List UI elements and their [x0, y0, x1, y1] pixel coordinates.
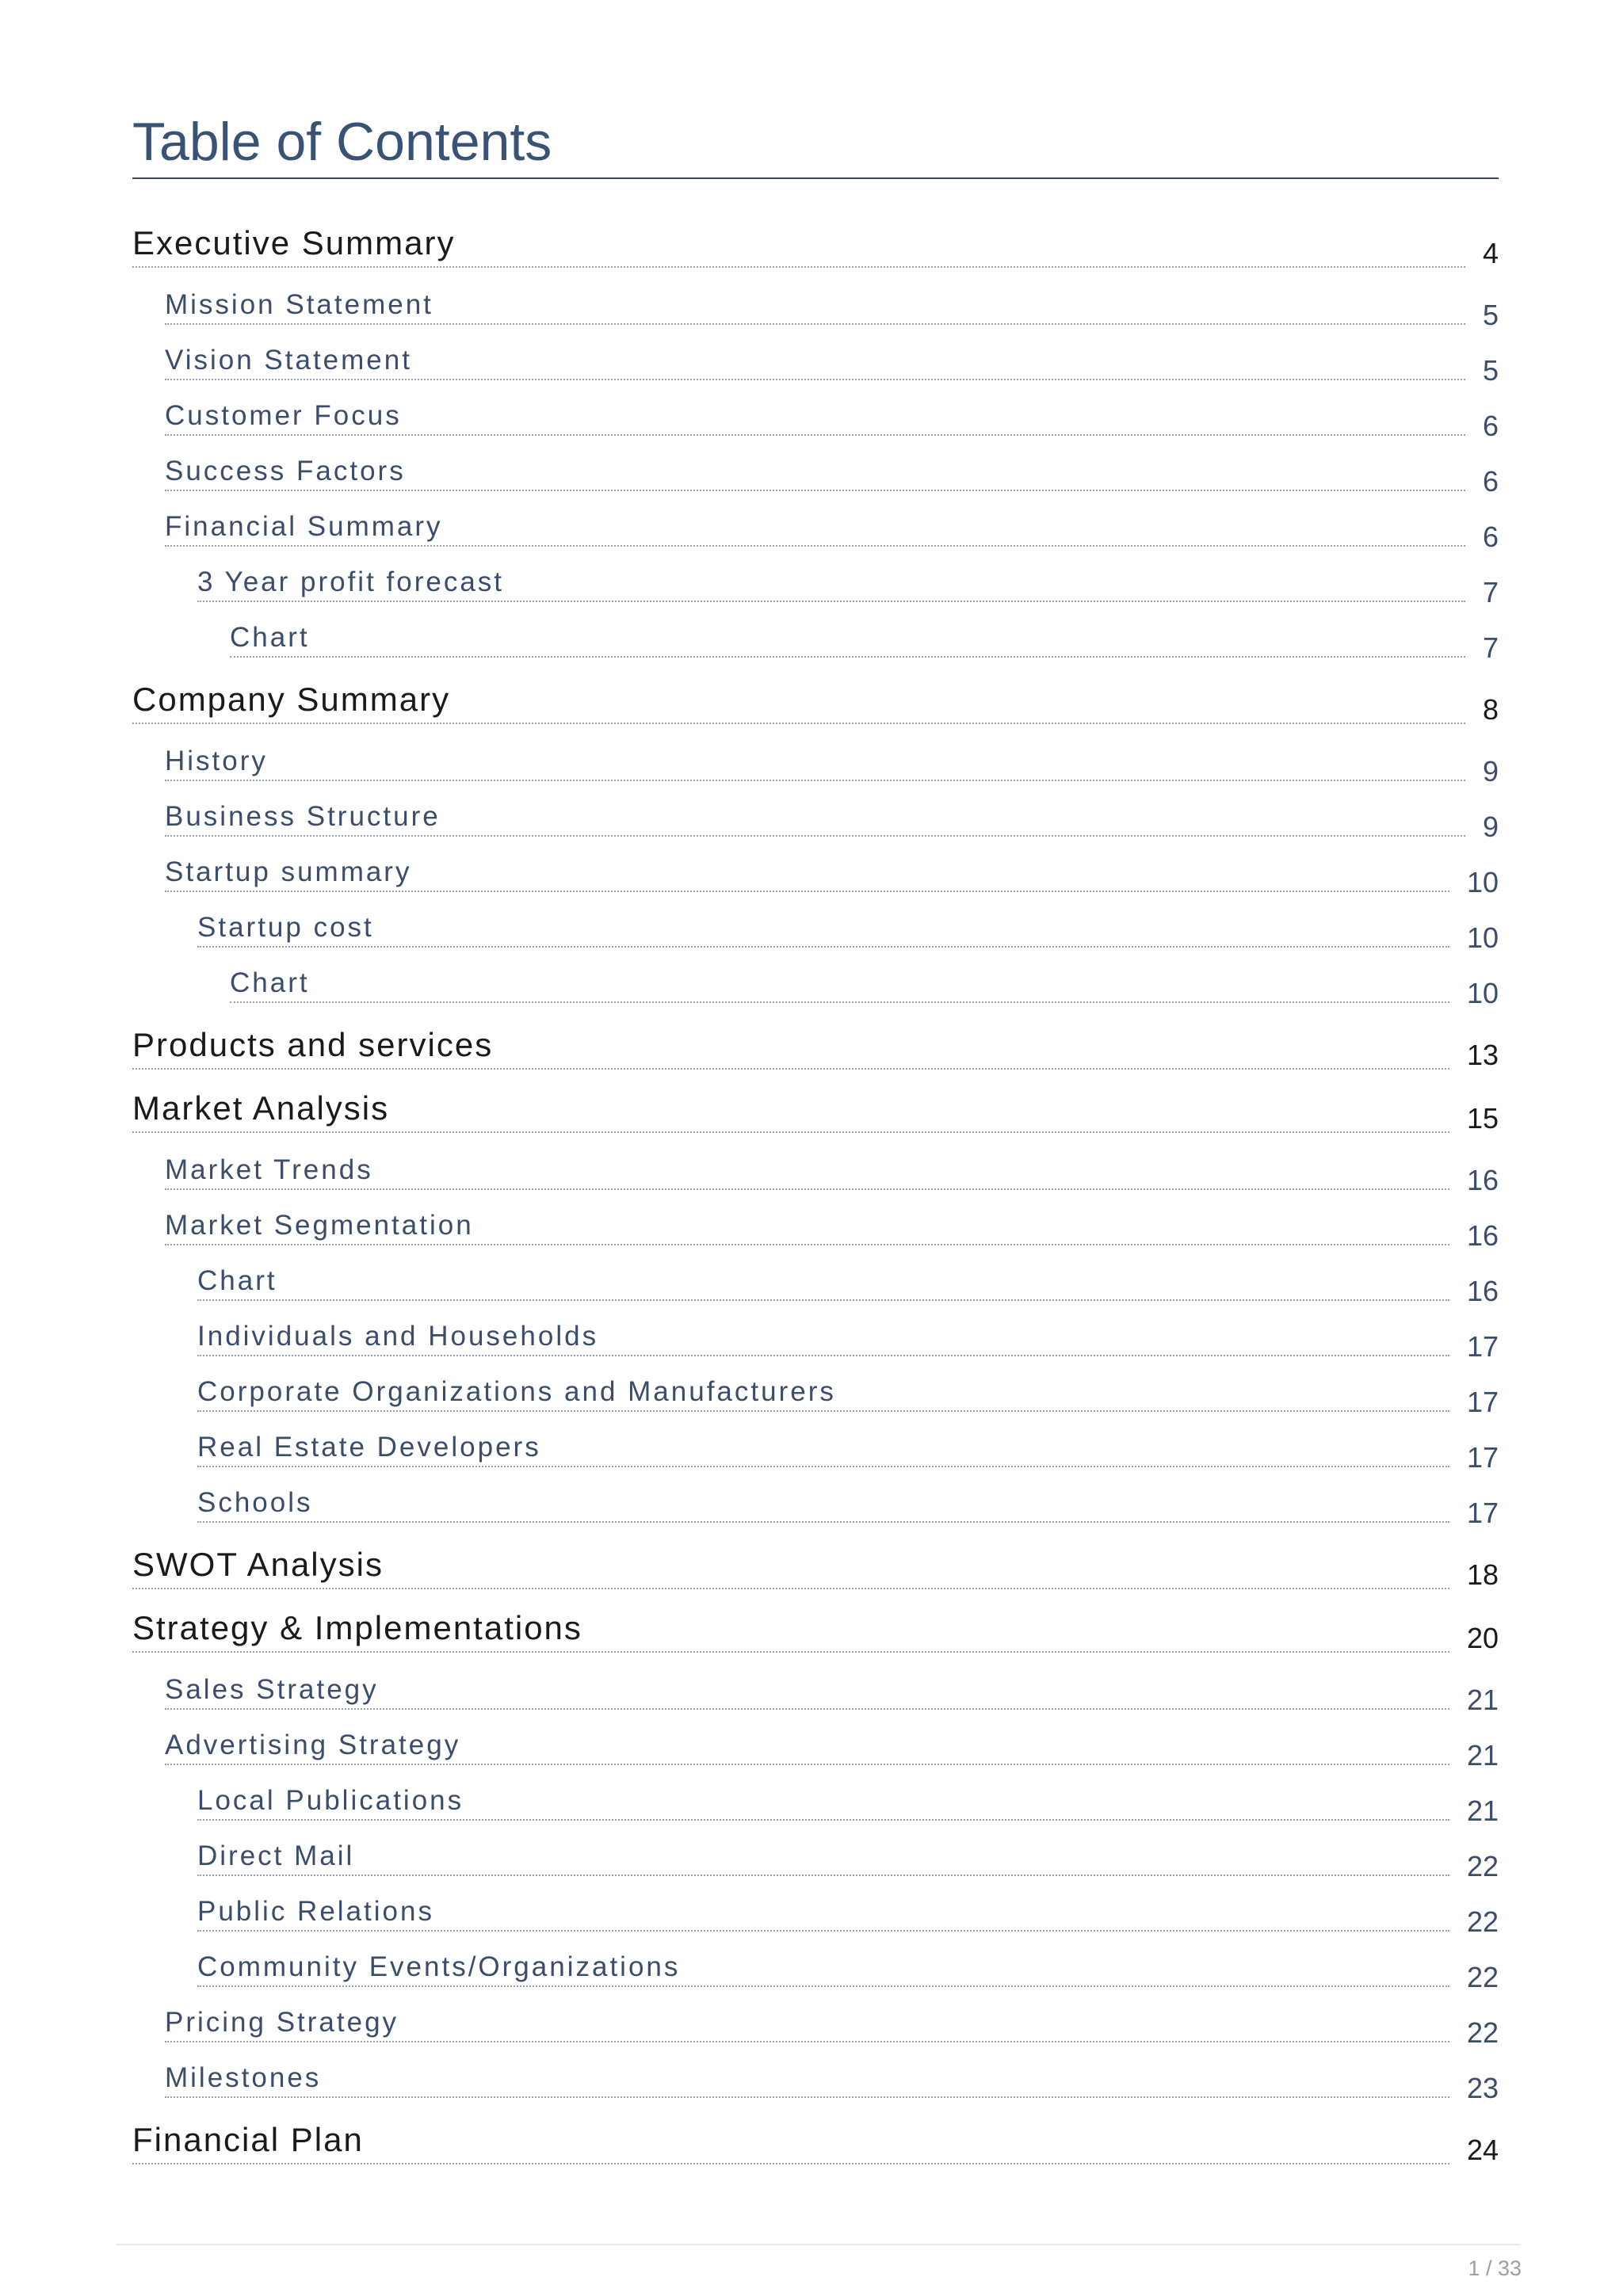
toc-entry-page-number: 16	[1466, 1164, 1499, 1196]
toc-entry-label: Advertising Strategy	[165, 1731, 472, 1759]
toc-entry-page-number: 9	[1482, 755, 1499, 788]
toc-entry[interactable]	[0, 2103, 1623, 2166]
toc-entry[interactable]	[0, 1131, 1623, 1196]
toc-entry-label: Executive Summary	[132, 227, 466, 260]
toc-entry-label: Sales Strategy	[165, 1676, 390, 1703]
toc-entry-page-number: 22	[1466, 1961, 1499, 1993]
toc-entry-label: Startup cost	[197, 913, 385, 941]
toc-entry-label: Customer Focus	[165, 402, 413, 429]
toc-entry-label: History	[165, 747, 279, 775]
toc-leader-dots	[132, 1588, 1449, 1589]
toc-entry-label: Vision Statement	[165, 346, 423, 374]
toc-entry-page-number: 15	[1466, 1102, 1499, 1135]
toc-entry-label: Milestones	[165, 2064, 332, 2092]
toc-entry[interactable]	[0, 1187, 1623, 1252]
toc-entry-page-number: 17	[1466, 1386, 1499, 1418]
toc-entry-page-number: 21	[1466, 1794, 1499, 1827]
toc-leader-dots	[230, 1001, 1449, 1003]
toc-entry[interactable]	[0, 1591, 1623, 1654]
toc-entry-page-number: 18	[1466, 1558, 1499, 1591]
toc-entry-label: Direct Mail	[197, 1842, 365, 1870]
toc-entry[interactable]	[0, 1651, 1623, 1716]
toc-entry-label: Individuals and Households	[197, 1322, 609, 1350]
toc-entry-label: Market Trends	[165, 1156, 384, 1184]
toc-entry-label: Startup summary	[165, 858, 422, 886]
toc-entry-page-number: 10	[1466, 977, 1499, 1009]
toc-entry-page-number: 9	[1482, 810, 1499, 843]
page-title: Table of Contents	[132, 112, 552, 172]
toc-entry-page-number: 22	[1466, 2016, 1499, 2049]
toc-entry-page-number: 16	[1466, 1275, 1499, 1307]
toc-entry[interactable]	[0, 433, 1623, 498]
toc-entry-page-number: 21	[1466, 1739, 1499, 1772]
toc-entry-label: Market Segmentation	[165, 1211, 485, 1239]
toc-entry[interactable]	[0, 2039, 1623, 2104]
toc-entry[interactable]	[0, 1984, 1623, 2049]
toc-entry-page-number: 17	[1466, 1441, 1499, 1474]
toc-entry-label: Financial Summary	[165, 513, 454, 540]
toc-entry-label: SWOT Analysis	[132, 1548, 395, 1581]
toc-entry-page-number: 5	[1482, 299, 1499, 331]
toc-entry[interactable]	[0, 377, 1623, 442]
toc-leader-dots	[230, 656, 1465, 658]
toc-entry-page-number: 16	[1466, 1219, 1499, 1252]
toc-entry[interactable]	[0, 662, 1623, 726]
page-number: 1 / 33	[1468, 2256, 1522, 2280]
toc-entry-label: Financial Plan	[132, 2123, 375, 2157]
toc-leader-dots	[132, 2163, 1449, 2164]
toc-entry-label: Chart	[230, 624, 321, 651]
toc-leader-dots	[197, 1521, 1449, 1523]
toc-entry-page-number: 6	[1482, 521, 1499, 553]
toc-entry[interactable]	[0, 944, 1623, 1009]
toc-entry-page-number: 17	[1466, 1330, 1499, 1363]
toc-entry-label: Chart	[197, 1267, 288, 1295]
toc-entry-label: Pricing Strategy	[165, 2008, 410, 2036]
toc-entry-page-number: 8	[1482, 693, 1499, 726]
toc-entry-label: Local Publications	[197, 1787, 475, 1814]
toc-entry-page-number: 5	[1482, 354, 1499, 387]
toc-entry[interactable]	[0, 1817, 1623, 1882]
toc-entry-page-number: 24	[1466, 2134, 1499, 2166]
toc-entry[interactable]	[0, 1873, 1623, 1938]
toc-entry[interactable]	[0, 1762, 1623, 1827]
toc-entry-label: Real Estate Developers	[197, 1433, 552, 1461]
toc-entry-page-number: 10	[1466, 921, 1499, 954]
toc-entry[interactable]	[0, 889, 1623, 954]
toc-entry-page-number: 22	[1466, 1905, 1499, 1938]
toc-entry[interactable]	[0, 1464, 1623, 1529]
toc-entry-page-number: 6	[1482, 465, 1499, 498]
toc-entry[interactable]	[0, 1008, 1623, 1071]
toc-entry-label: Strategy & Implementations	[132, 1611, 594, 1645]
toc-entry-page-number: 10	[1466, 866, 1499, 898]
toc-entry-page-number: 7	[1482, 576, 1499, 608]
toc-entry-label: Schools	[197, 1489, 324, 1516]
toc-entry-label: Chart	[230, 969, 321, 997]
toc-entry-page-number: 7	[1482, 631, 1499, 664]
toc-entry-page-number: 23	[1466, 2072, 1499, 2104]
toc-entry[interactable]	[0, 833, 1623, 898]
toc-entry[interactable]	[0, 1353, 1623, 1418]
toc-entry[interactable]	[0, 488, 1623, 553]
toc-entry[interactable]	[0, 266, 1623, 331]
toc-entry-label: Public Relations	[197, 1897, 445, 1925]
toc-entry[interactable]	[0, 206, 1623, 269]
toc-entry-label: Community Events/Organizations	[197, 1953, 691, 1981]
toc-entry[interactable]	[0, 723, 1623, 788]
toc-entry[interactable]	[0, 543, 1623, 608]
toc-entry-page-number: 17	[1466, 1497, 1499, 1529]
toc-entry[interactable]	[0, 1298, 1623, 1363]
toc-entry-label: Corporate Organizations and Manufacturers	[197, 1378, 847, 1405]
toc-entry[interactable]	[0, 1527, 1623, 1591]
toc-entry-page-number: 20	[1466, 1622, 1499, 1654]
toc-entry-label: Market Analysis	[132, 1092, 400, 1125]
toc-entry-label: Mission Statement	[165, 291, 445, 318]
toc-entry-label: Products and services	[132, 1028, 504, 1062]
toc-entry-page-number: 22	[1466, 1850, 1499, 1882]
toc-entry[interactable]	[0, 1707, 1623, 1772]
toc-leader-dots	[132, 1068, 1449, 1070]
footer-divider	[116, 2244, 1521, 2245]
toc-entry[interactable]	[0, 1928, 1623, 1993]
toc-entry[interactable]	[0, 1071, 1623, 1135]
toc-entry[interactable]	[0, 778, 1623, 843]
toc-entry[interactable]	[0, 1409, 1623, 1474]
toc-entry-label: Business Structure	[165, 803, 452, 830]
title-divider	[132, 177, 1499, 179]
toc-leader-dots	[165, 2096, 1449, 2098]
toc-entry[interactable]	[0, 599, 1623, 664]
toc-entry-label: 3 Year profit forecast	[197, 568, 515, 596]
toc-entry-label: Success Factors	[165, 457, 417, 485]
toc-entry-page-number: 21	[1466, 1684, 1499, 1716]
toc-entry[interactable]	[0, 322, 1623, 387]
toc-entry-page-number: 13	[1466, 1039, 1499, 1071]
toc-entry-page-number: 6	[1482, 410, 1499, 442]
toc-entry[interactable]	[0, 1242, 1623, 1307]
toc-entry-page-number: 4	[1482, 237, 1499, 269]
toc-entry-label: Company Summary	[132, 683, 461, 716]
